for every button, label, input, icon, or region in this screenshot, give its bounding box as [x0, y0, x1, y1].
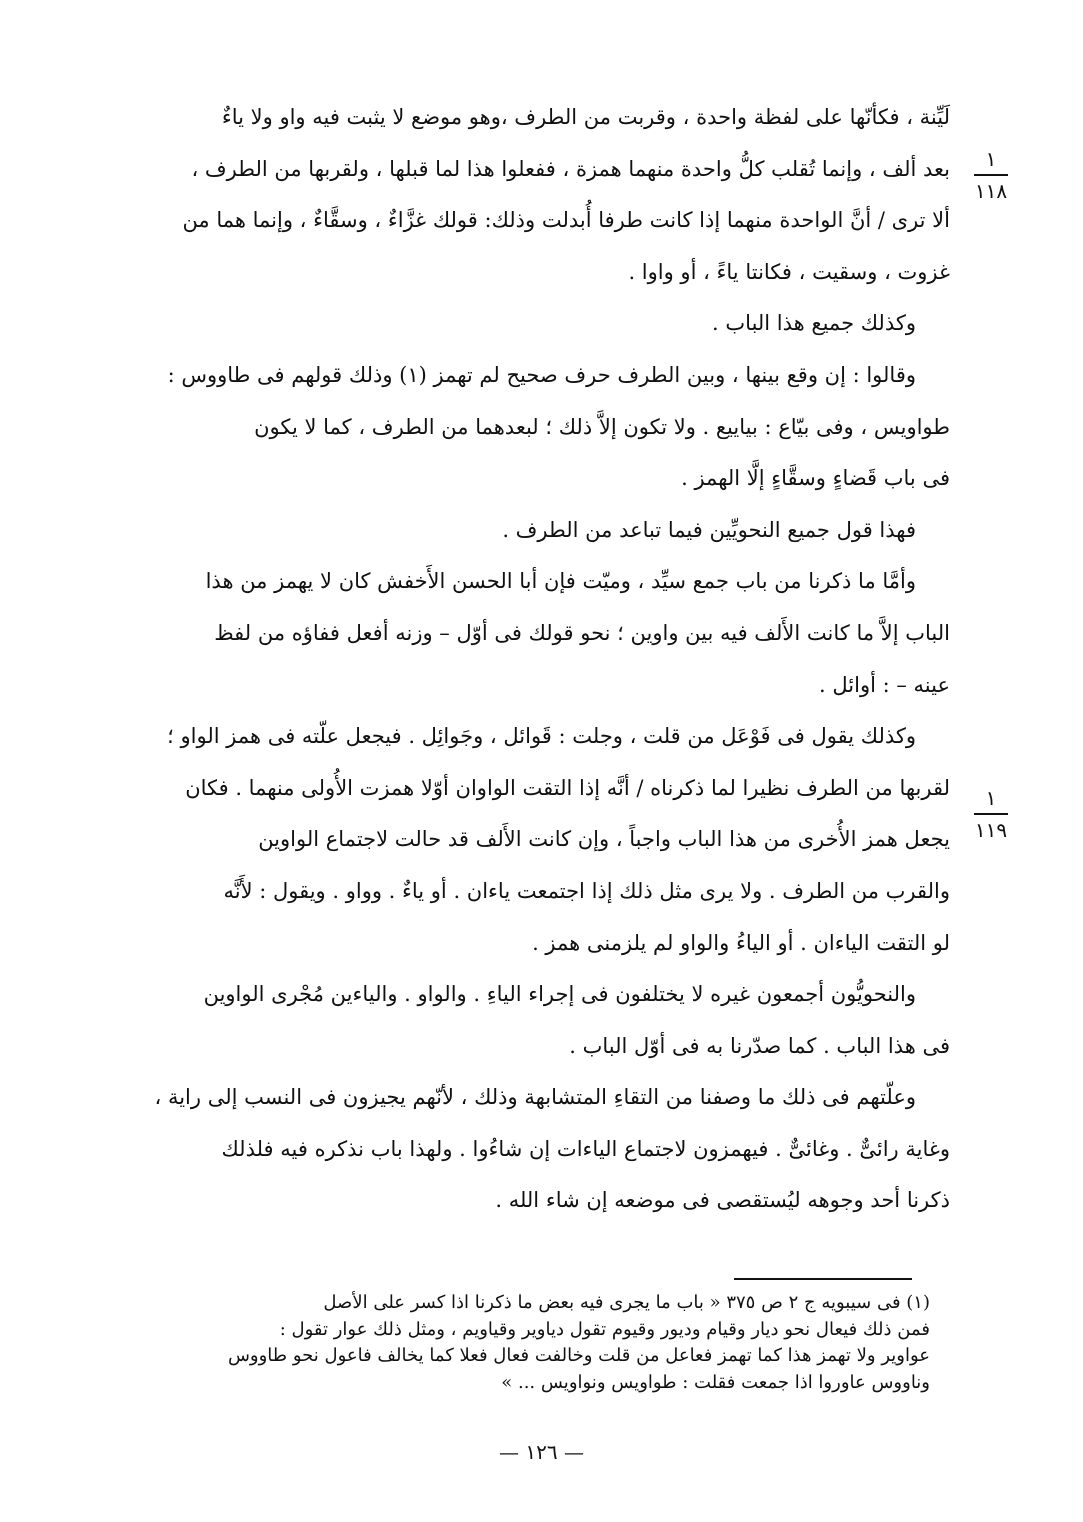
paragraph [60, 969, 950, 1072]
main-text [60, 92, 950, 1227]
footnotes [60, 1290, 930, 1396]
text-line: وأمَّا ما ذكرنا من باب جمع سيِّد ، وميّت فإن أبا الحسن الأَخفش كان لا يهمز من هذا [205, 569, 916, 594]
margin-folio-rule [974, 813, 1008, 815]
text-line: وعلّتهم فى ذلك ما وصفنا من التقاءِ المتشابهة وذلك ، لأنّهم يجيزون فى النسب إلى راية ، [154, 1085, 916, 1110]
footnote-line: عواوير ولا تهمز هذا كما تهمز فعاعل من قلت وخالفت فعال فعلا كما يخالف فاعول نحو طاووس [227, 1345, 930, 1366]
margin-folio-top: ١ [985, 147, 997, 171]
paragraph [60, 1072, 950, 1227]
margin-folio-marker [962, 785, 1020, 843]
text-line: عينه – : أوائل . [819, 672, 950, 697]
text-line: يجعل همز الأُخرى من هذا الباب واجباً ، وإن كانت الأَلف قد حالت لاجتماع الواوين [258, 827, 950, 852]
text-line: فهذا قول جميع النحويِّين فيما تباعد من الطرف . [502, 517, 916, 542]
text-line: وكذلك يقول فى فَوْعَل من قلت ، وجلت : قَوائل ، وجَوائِل . فيجعل علّته فى همز الواو ؛ [167, 724, 916, 749]
text-line: طواويس ، وفى بيّاع : بياييع . ولا تكون إلاَّ ذلك ؛ لبعدهما من الطرف ، كما لا يكون [254, 414, 950, 439]
margin-folio-rule [974, 174, 1008, 176]
text-line: ذكرنا أحد وجوهه ليُستقصى فى موضعه إن شاء الله . [495, 1188, 950, 1213]
text-line: وقالوا : إن وقع بينها ، وبين الطرف حرف صحيح لم تهمز (١) وذلك قولهم فى طاووس : [167, 362, 916, 387]
page-number: — ١٢٦ — [499, 1440, 584, 1464]
footnote-line: وناووس عاوروا اذا جمعت فقلت : طواويس ونواويس ... » [501, 1371, 930, 1393]
text-line: بعد ألف ، وإنما تُقلب كلُّ واحدة منهما همزة ، ففعلوا هذا لما قبلها ، ولقربها من الطرف ، [191, 156, 950, 181]
paragraph [60, 92, 950, 298]
text-line: لَيِّنة ، فكأنّها على لفظة واحدة ، وقربت من الطرف ،وهو موضع لا يثبت فيه واو ولا ياءٌ [221, 105, 950, 129]
text-line: فى هذا الباب . كما صدّرنا به فى أوّل الباب . [569, 1033, 950, 1058]
footnote-separator [734, 1278, 912, 1280]
margin-folio-bottom: ١١٨ [974, 179, 1008, 203]
text-line: والقرب من الطرف . ولا يرى مثل ذلك إذا اجتمعت ياءان . أو ياءٌ . وواو . ويقول : لأَنَّه [223, 878, 950, 903]
text-line: والنحويُّون أجمعون غيره لا يختلفون فى إجراء الياءِ . والواو . والياءين مُجْرى الواوين [203, 982, 916, 1007]
paragraph [60, 711, 950, 969]
footnote-line: (١) فى سيبويه ج ٢ ص ٣٧٥ « باب ما يجرى فيه بعض ما ذكرنا اذا كسر على الأصل [323, 1292, 930, 1313]
text-line: فى باب قَضاءٍ وسقَّاءٍ إلَّا الهمز . [681, 466, 950, 491]
text-line: غزوت ، وسقيت ، فكانتا ياءً ، أو واوا . [628, 259, 950, 284]
text-line: لقربها من الطرف نظيرا لما ذكرناه / أنَّه إذا التقت الواوان أوّلا همزت الأُولى منهما . فكان [185, 775, 950, 800]
margin-folio-marker [962, 146, 1020, 204]
text-line: الباب إلاَّ ما كانت الأَلف فيه بين واوين ؛ نحو قولك فى أوّل – وزنه أفعل ففاؤه من لفظ [214, 620, 950, 645]
footnote-line: فمن ذلك فيعال نحو ديار وقيام وديور وقيوم تقول دياوير وقياويم ، ومثل ذلك عوار تقول : [279, 1318, 930, 1340]
paragraph [60, 556, 950, 711]
text-line: وغاية رائىٌّ . وغائىٌّ . فيهمزون لاجتماع الياءات إن شاءُوا . ولهذا باب نذكره فيه فلذلك [221, 1136, 950, 1161]
text-line: لو التقت الياءان . أو الياءُ والواو لم يلزمنى همز . [532, 930, 950, 955]
paragraph [60, 298, 950, 350]
paragraph [60, 350, 950, 505]
paragraph [60, 505, 950, 557]
text-line: ألا ترى / أنَّ الواحدة منهما إذا كانت طرفا أُبدلت وذلك: قولك غزَّاءٌ ، وسقَّاءٌ ، وإنما هما من [182, 208, 950, 233]
margin-folio-top: ١ [985, 786, 997, 810]
text-line: وكذلك جميع هذا الباب . [712, 311, 916, 336]
margin-folio-bottom: ١١٩ [974, 818, 1008, 842]
